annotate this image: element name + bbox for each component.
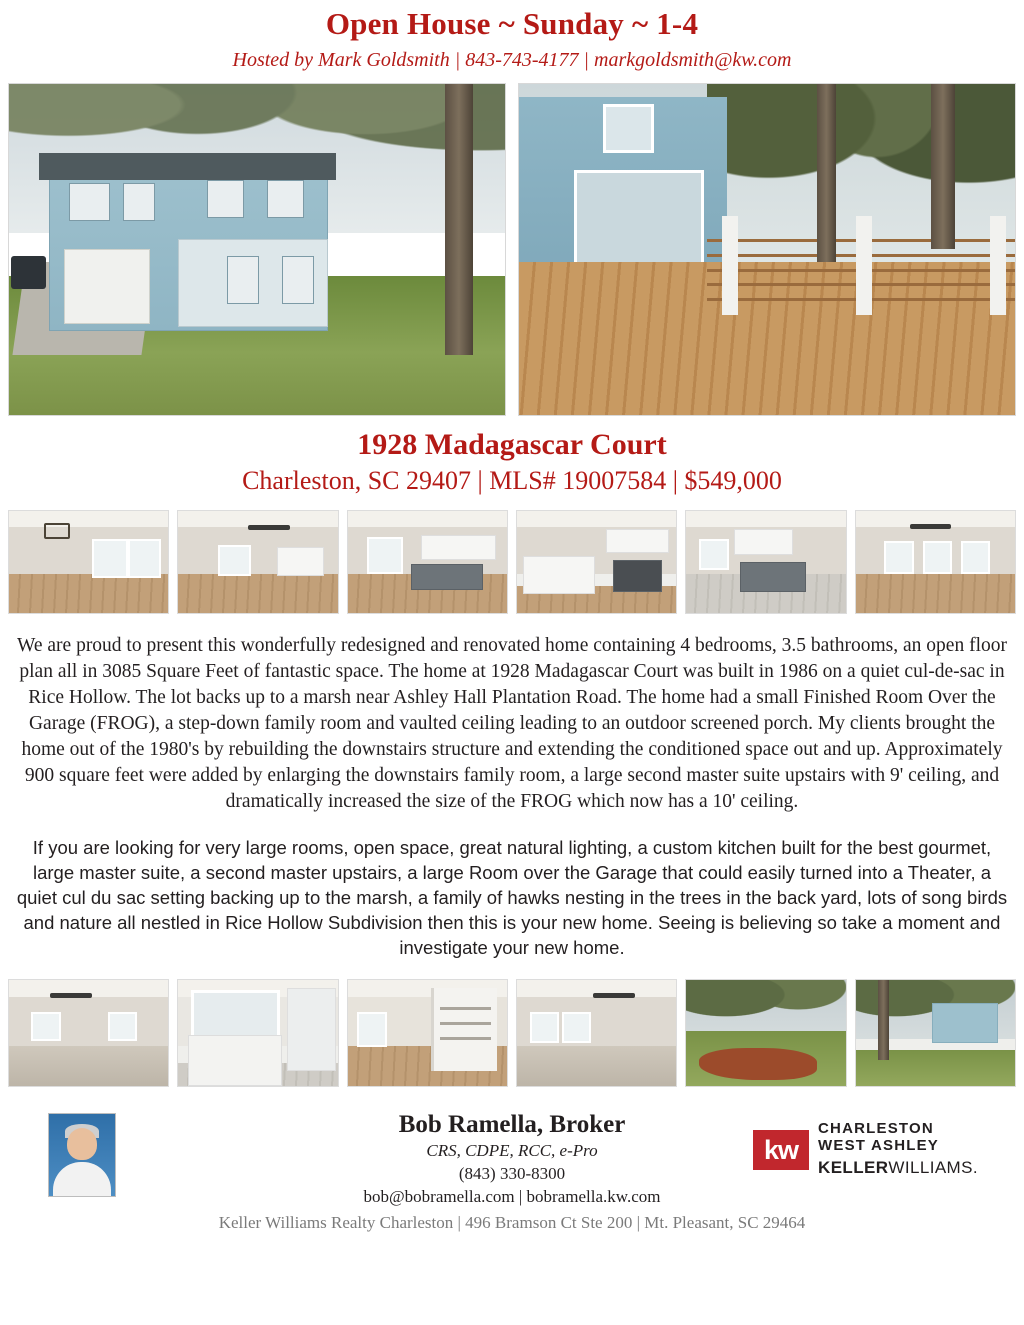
thumb-bonus-room bbox=[516, 979, 677, 1087]
description-paragraph-2: If you are looking for very large rooms, open space, great natural lighting, a custom kitchen built for the best gourmet, large master suite, a second master upstairs, a large Room over the Garage that could easily turned into a Theater, a quiet cul du sac setting backing up to the marsh, a family of hawks nesting in the trees in the back yard, lots of song birds and nature all nestled in Rice Hollow Subdivision then this is your new home. Seeing is believing so take a moment and investigate your new home. bbox=[16, 836, 1008, 959]
kw-market-line-1: CHARLESTON bbox=[818, 1119, 934, 1137]
broker-phone[interactable]: (843) 330-8300 bbox=[458, 1163, 566, 1183]
description-paragraph-1: We are proud to present this wonderfully redesigned and renovated home containing 4 bedrooms, 3.5 bathrooms, an open floor plan all in 3085 Square Feet of fantastic space. The home at 1928 Madagascar Court was built in 1986 on a quiet cul-de-sac in Rice Hollow. The lot backs up to a marsh near Ashley Hall Plantation Road. The home had a small Finished Room Over the Garage (FROG), a step-down family room and vaulted ceiling leading to an outdoor screened porch. My clients brought the home out of the 1980's by rebuilding the downstairs structure and extending the conditioned space out and up. Approximately 900 square feet were added by enlarging the downstairs family room, a large second master suite upstairs with 9' ceiling, and dramatically increased the size of the FROG which now has a 10' ceiling. bbox=[17, 635, 1007, 812]
thumb-great-room bbox=[855, 510, 1016, 614]
broker-name: Bob Ramella, Broker bbox=[398, 1110, 626, 1138]
thumb-kitchen-wide bbox=[685, 510, 846, 614]
thumb-dining-room bbox=[8, 510, 169, 614]
broker-credentials: CRS, CDPE, RCC, e-Pro bbox=[426, 1140, 598, 1160]
hero-photo-row bbox=[0, 83, 1024, 416]
listing-details: Charleston, SC 29407 | MLS# 19007584 | $549,000 bbox=[242, 465, 782, 495]
rail-post-3 bbox=[990, 216, 1006, 315]
thumbnail-strip-top bbox=[0, 510, 1024, 614]
thumb-bedroom-carpet bbox=[8, 979, 169, 1087]
kw-wordmark bbox=[818, 1158, 978, 1178]
rail-post-1 bbox=[722, 216, 738, 315]
kw-wordmark-light: WILLIAMS. bbox=[888, 1158, 978, 1178]
photo-rear-deck bbox=[518, 83, 1016, 416]
tree-trunk-right bbox=[931, 84, 956, 250]
roof bbox=[39, 153, 337, 179]
broker-email-website[interactable]: bob@bobramella.com | bobramella.kw.com bbox=[363, 1186, 661, 1206]
window-lower-right bbox=[282, 256, 314, 304]
flyer-header bbox=[0, 0, 1024, 72]
chandelier-icon bbox=[44, 523, 70, 539]
thumbnail-strip-bottom bbox=[0, 979, 1024, 1087]
window-upper-left-2 bbox=[123, 183, 155, 221]
tree-trunk-mid bbox=[817, 84, 837, 263]
listing-description bbox=[0, 633, 1024, 960]
ceiling-fan-icon bbox=[593, 993, 634, 998]
window-lower-mid bbox=[227, 256, 259, 304]
kw-mark-icon: kw bbox=[753, 1130, 809, 1170]
parked-car bbox=[11, 256, 46, 289]
tree-trunk-right bbox=[445, 84, 472, 355]
tree-trunk bbox=[878, 980, 889, 1061]
kw-market-line-2: WEST ASHLEY bbox=[818, 1136, 939, 1154]
thumb-kitchen-island bbox=[347, 510, 508, 614]
host-contact-line: Hosted by Mark Goldsmith | 843-743-4177 | markgoldsmith@kw.com bbox=[232, 48, 792, 71]
agent-headshot bbox=[48, 1113, 116, 1197]
keller-williams-logo bbox=[753, 1121, 978, 1179]
upper-window bbox=[603, 104, 654, 153]
flyer-footer bbox=[0, 1097, 1024, 1209]
ceiling-fan-icon bbox=[910, 524, 951, 529]
rail-post-2 bbox=[856, 216, 872, 315]
window-upper-left bbox=[69, 183, 111, 221]
window-upper-mid bbox=[207, 180, 244, 218]
thumb-rear-exterior bbox=[855, 979, 1016, 1087]
ceiling-fan-icon bbox=[50, 993, 91, 998]
thumb-kitchen-range bbox=[516, 510, 677, 614]
photo-front-exterior bbox=[8, 83, 506, 416]
house-rear bbox=[932, 1003, 998, 1043]
brokerage-legal-line: Keller Williams Realty Charleston | 496 Bramson Ct Ste 200 | Mt. Pleasant, SC 29464 bbox=[218, 1212, 806, 1232]
kw-wordmark-bold: KELLER bbox=[818, 1158, 889, 1178]
window-upper-right bbox=[267, 180, 304, 218]
thumb-back-yard-mulch bbox=[685, 979, 846, 1087]
street-address: 1928 Madagascar Court bbox=[357, 427, 667, 461]
range-oven bbox=[613, 560, 663, 593]
thumb-master-bath bbox=[177, 979, 338, 1087]
tiled-shower bbox=[287, 988, 337, 1071]
listing-address-block bbox=[0, 428, 1024, 496]
garage-door bbox=[64, 249, 150, 324]
ceiling-fan-icon bbox=[248, 525, 289, 530]
thumb-living-room bbox=[177, 510, 338, 614]
open-house-title: Open House ~ Sunday ~ 1-4 bbox=[325, 6, 699, 41]
thumb-stairway bbox=[347, 979, 508, 1087]
